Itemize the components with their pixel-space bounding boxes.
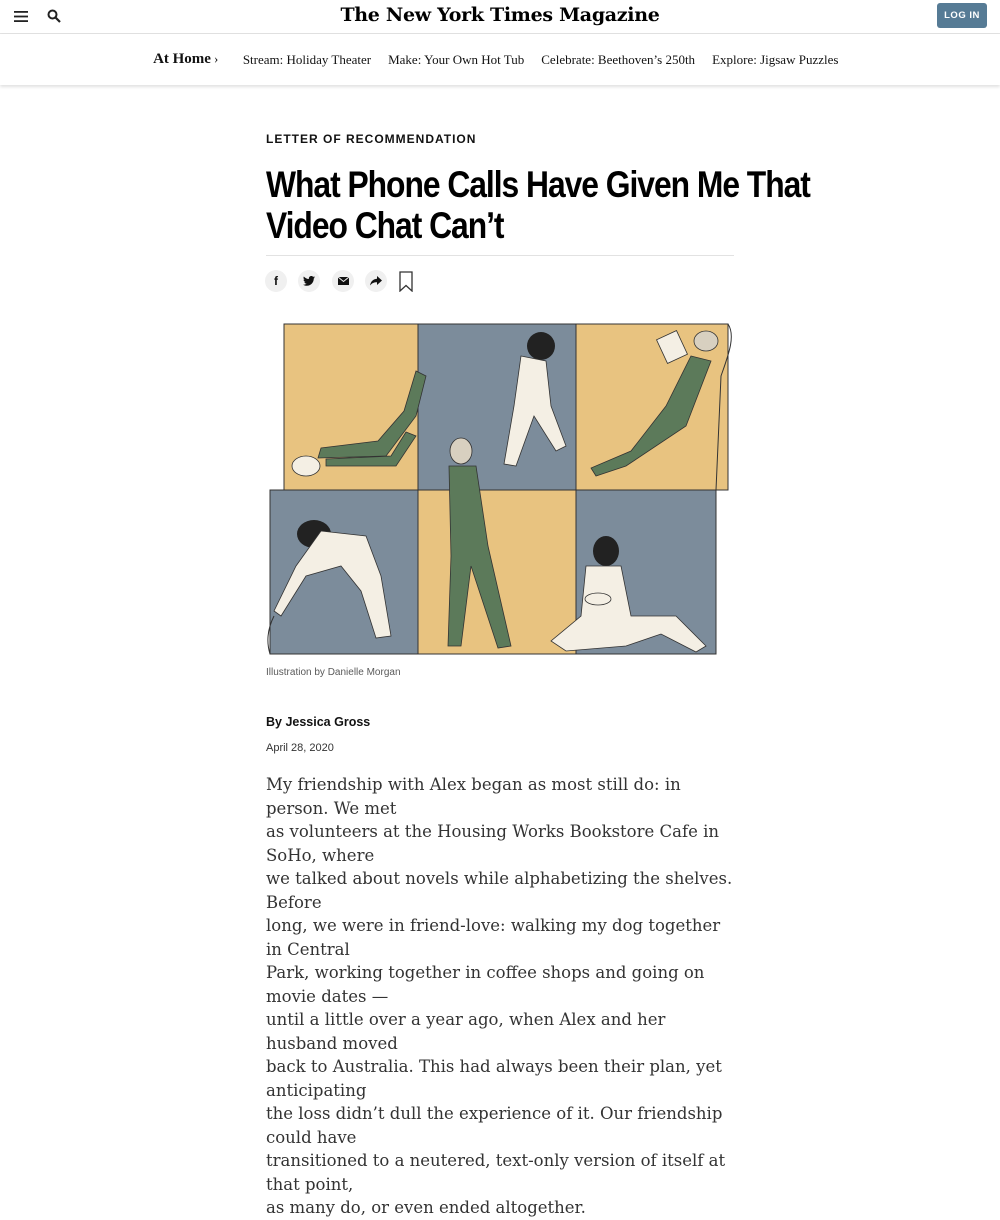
headline-line-1: What Phone Calls Have Given Me That: [266, 164, 810, 205]
search-icon[interactable]: [44, 7, 64, 25]
body-line: we talked about novels while alphabetizing the shelves. Before: [266, 869, 733, 912]
bookmark-icon: [399, 271, 413, 292]
facebook-share-button[interactable]: [265, 270, 287, 292]
byline[interactable]: By Jessica Gross: [266, 715, 371, 729]
body-line: until a little over a year ago, when Alex and her husband moved: [266, 1010, 666, 1053]
body-line: long, we were in friend-love: walking my dog together in Central: [266, 916, 721, 959]
email-icon: [338, 277, 349, 285]
share-icon: [370, 276, 382, 286]
article-body: [266, 773, 736, 1220]
facebook-icon: f: [274, 274, 278, 288]
nav-link-holiday-theater[interactable]: Stream: Holiday Theater: [242, 51, 372, 67]
article-illustration: [266, 316, 734, 656]
nav-link-beethoven[interactable]: Celebrate: Beethoven’s 250th: [541, 51, 696, 67]
hamburger-menu-icon[interactable]: [11, 7, 31, 25]
email-share-button[interactable]: [332, 270, 354, 292]
publish-date: April 28, 2020: [266, 742, 334, 754]
body-line: as many do, or even ended altogether.: [266, 1198, 586, 1217]
body-line: My friendship with Alex began as most still do: in person. We met: [266, 775, 681, 818]
section-nav: [0, 34, 1000, 85]
body-line: as volunteers at the Housing Works Bookstore Cafe in SoHo, where: [266, 822, 719, 865]
article-headline: [266, 164, 810, 246]
nav-link-hot-tub[interactable]: Make: Your Own Hot Tub: [388, 51, 525, 67]
more-share-button[interactable]: [365, 270, 387, 292]
chevron-right-icon: ›: [213, 51, 219, 66]
body-line: transitioned to a neutered, text-only version of itself at that point,: [266, 1151, 726, 1194]
body-line: Park, working together in coffee shops and going on movie dates —: [266, 963, 705, 1006]
login-button[interactable]: LOG IN: [937, 3, 987, 28]
top-bar: [0, 0, 1000, 34]
nav-home-link[interactable]: [153, 51, 218, 68]
body-line: the loss didn’t dull the experience of it. Our friendship could have: [266, 1104, 723, 1147]
image-caption: Illustration by Danielle Morgan: [266, 667, 401, 678]
masthead-logo[interactable]: The New York Times Magazine: [340, 4, 660, 26]
nav-home-label: At Home: [153, 51, 211, 67]
twitter-icon: [303, 276, 315, 286]
twitter-share-button[interactable]: [298, 270, 320, 292]
headline-line-2: Video Chat Can’t: [266, 205, 504, 246]
bookmark-button[interactable]: [399, 271, 413, 292]
nav-link-jigsaw-puzzles[interactable]: Explore: Jigsaw Puzzles: [712, 51, 839, 67]
body-line: back to Australia. This had always been their plan, yet anticipating: [266, 1057, 722, 1100]
divider: [266, 255, 734, 256]
article-kicker[interactable]: LETTER OF RECOMMENDATION: [266, 132, 477, 146]
